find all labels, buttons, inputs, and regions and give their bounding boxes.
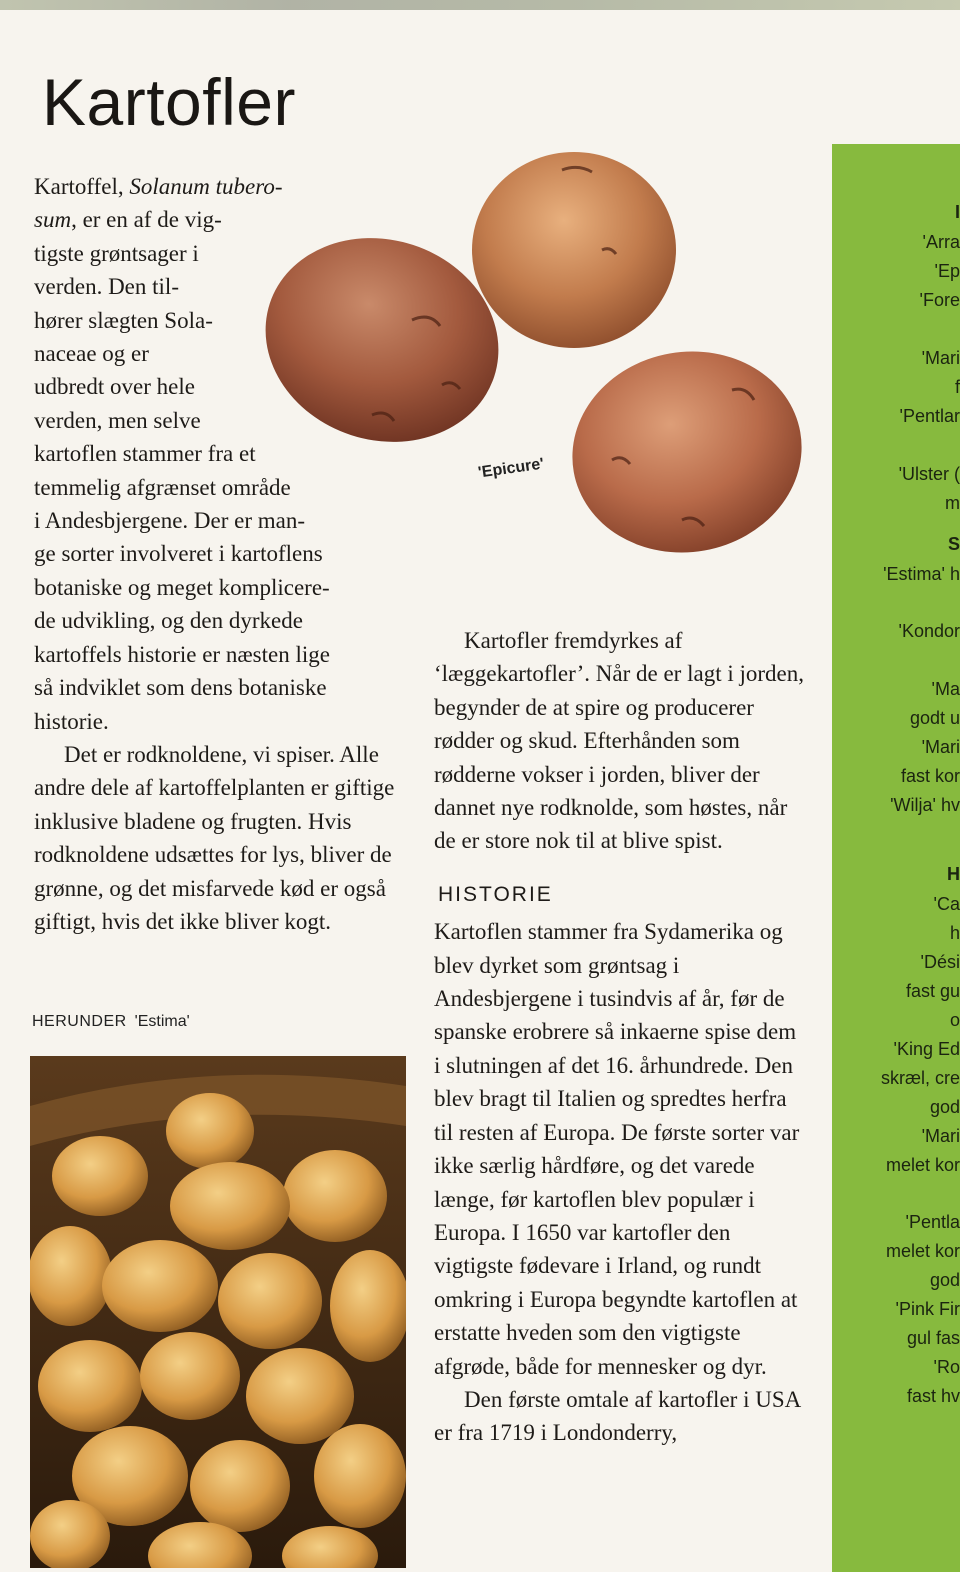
body-paragraph-4: Kartoflen stammer fra Sydamerika og blev dyrket som grøntsag i Andesbjergene i tusindvis af år, før de spanske erobrere så inkaerne spise dem i slutningen af det 16. århundrede. Den blev bragt til Italien og spredtes herfra til resten af Europa. De første sorter var ikke særlig hårdføre, og det varede længe, før kartoflen blev populær i Europa. I 1650 var kartofler den vigtigste fødevare i Irland, og rundt omkring i Europa begyndte kartoflen at erstatte hveden som den vigtigste afgrøde, både for mennesker og dyr.: [434, 919, 800, 1379]
intro-text: ge sorter involveret i kartoflens: [34, 541, 323, 567]
page-title: Kartofler: [42, 65, 296, 139]
latin-name-cont: sum: [34, 207, 72, 233]
body-paragraph-5: Den første omtale af kartofler i USA er fra 1719 i Londonderry,: [434, 1386, 800, 1446]
body-paragraph-3: Kartofler fremdyrkes af ‘læggekartofler’. Når de er lagt i jorden, begynder de at spire og producerer rødder og skud. Efterhånden som rødderne vokser i jorden, bliver der dannet nye rodknolde, som høstes, når de er store nok til at blive spist.: [434, 628, 804, 854]
sidebar-line: skræl, cre: [880, 1068, 960, 1088]
variety-sidebar: [832, 144, 960, 1572]
intro-text: , er en af de vig-: [71, 207, 222, 233]
column-right: [434, 624, 804, 1450]
intro-text: Kartoffel,: [34, 174, 130, 199]
sidebar-line: 'Ulster (: [898, 464, 960, 484]
intro-text: i Andesbjergene. Der er man-: [34, 508, 306, 534]
sidebar-heading: I: [954, 202, 960, 222]
caption-heading: HERUNDER: [32, 1013, 127, 1030]
intro-text: botaniske og meget komplicere-: [34, 574, 330, 600]
intro-text: kartoffels historie er næsten lige: [34, 641, 330, 667]
potato-top: [472, 152, 676, 348]
intro-text: kartoflen stammer fra et: [34, 441, 256, 467]
estima-caption: [32, 1013, 190, 1031]
sidebar-line: fast hv: [906, 1386, 960, 1406]
sidebar-line: melet kor: [885, 1155, 960, 1175]
estima-basket-image: [30, 1056, 406, 1568]
sidebar-line: 'Ro: [933, 1357, 960, 1377]
intro-text: de udvikling, og den dyrkede: [34, 608, 303, 634]
sidebar-line: 'Wilja' hv: [890, 795, 960, 815]
sidebar-line: 'Pentla: [905, 1212, 960, 1232]
top-photo-strip: [0, 0, 960, 10]
sidebar-line: m: [945, 493, 960, 513]
sidebar-line: f: [954, 377, 960, 397]
sidebar-line: god: [929, 1097, 960, 1117]
potato-right: [556, 334, 817, 571]
sidebar-line: 'Estima' h: [883, 564, 960, 584]
epicure-caption: 'Epicure': [477, 455, 546, 482]
sidebar-line: 'Dési: [920, 952, 960, 972]
sidebar-heading: S: [947, 534, 960, 554]
sidebar-line: 'Kondor: [898, 621, 960, 641]
intro-text: verden. Den til-: [34, 274, 179, 300]
sidebar-line: o: [949, 1010, 960, 1030]
sidebar-line: 'Mari: [921, 1126, 960, 1146]
latin-name: Solanum tubero-: [129, 174, 283, 199]
sidebar-line: fast kor: [900, 766, 960, 786]
sidebar-line: 'Mari: [921, 348, 960, 368]
sidebar-line: 'King Ed: [893, 1039, 960, 1059]
body-paragraph-2: Det er rodknoldene, vi spiser. Alle andre dele af kartoffelplanten er giftige inklusive bladene og frugten. Hvis rodknoldene udsættes for lys, bliver de grønne, og det misfarvede kød er også giftigt, hvis det ikke bliver kogt.: [34, 741, 395, 934]
intro-text: naceae og er: [34, 341, 149, 367]
sidebar-line: god: [929, 1270, 960, 1290]
sidebar-line: godt u: [909, 708, 960, 728]
intro-text: hører slægten Sola-: [34, 307, 213, 333]
sidebar-line: 'Pentlar: [899, 406, 960, 426]
intro-text: temmelig afgrænset område: [34, 474, 291, 500]
sidebar-line: 'Ma: [931, 679, 960, 699]
sidebar-line: 'Mari: [921, 737, 960, 757]
section-heading-historie: HISTORIE: [438, 882, 553, 906]
sidebar-line: h: [949, 923, 960, 943]
sidebar-line: 'Ca: [933, 894, 960, 914]
sidebar-line: fast gu: [905, 981, 960, 1001]
sidebar-heading: H: [947, 864, 960, 884]
intro-text: verden, men selve: [34, 407, 201, 433]
sidebar-line: gul fas: [906, 1328, 960, 1348]
intro-text: historie.: [34, 708, 109, 734]
sidebar-line: 'Pink Fir: [895, 1299, 960, 1319]
sidebar-line: 'Ep: [934, 261, 960, 281]
column-left: [34, 170, 406, 938]
intro-text: tigste grøntsager i: [34, 240, 199, 266]
caption-name: 'Estima': [134, 1013, 190, 1030]
intro-text: så indviklet som dens botaniske: [34, 675, 327, 701]
sidebar-line: 'Fore: [919, 290, 960, 310]
intro-paragraph: [34, 170, 334, 738]
sidebar-line: 'Arra: [922, 232, 960, 252]
sidebar-line: melet kor: [885, 1241, 960, 1261]
intro-text: udbredt over hele: [34, 374, 195, 400]
